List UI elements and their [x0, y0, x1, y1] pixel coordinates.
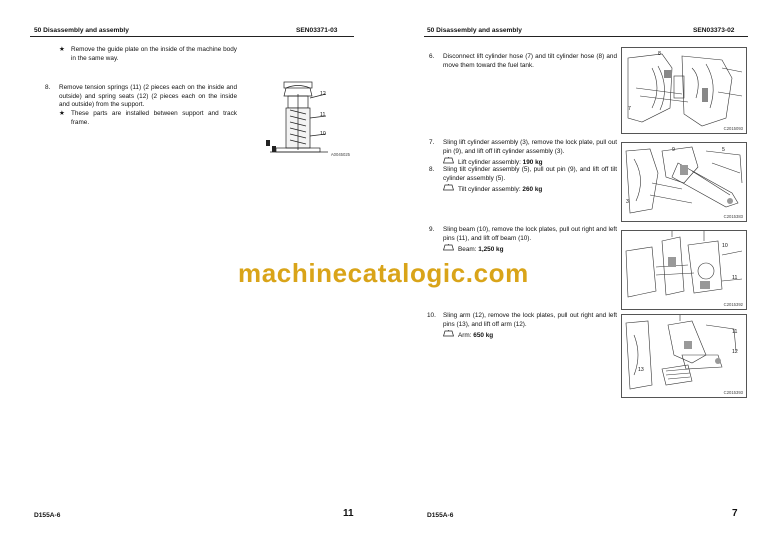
- weight-icon: [443, 330, 454, 341]
- left-header-section: 50 Disassembly and assembly: [34, 27, 129, 34]
- figure-code: A0045025: [330, 152, 350, 157]
- callout-13: 13: [638, 367, 644, 373]
- hose-figure: [621, 47, 747, 134]
- star-icon: ★: [59, 46, 65, 53]
- step10-weight-label: Arm:: [458, 331, 472, 339]
- callout-7: 7: [628, 106, 631, 112]
- arm-figure: [621, 314, 747, 398]
- step9-weight-label: Beam:: [458, 245, 477, 253]
- step10-weight-value: 650 kg: [473, 331, 494, 339]
- callout-10: 10: [320, 131, 326, 137]
- step10-number: 10.: [427, 312, 436, 319]
- right-header-section: 50 Disassembly and assembly: [427, 27, 522, 34]
- step9-weight-value: 1,250 kg: [478, 245, 504, 253]
- left-header-rule: [30, 36, 354, 37]
- step9-weight: [443, 244, 504, 255]
- step8-number: 8.: [45, 84, 51, 91]
- step7-text: Sling lift cylinder assembly (3), remove the lock plate, pull out pin (9), and lift off lift cylinder assembly (3).: [443, 139, 617, 155]
- cylinder-figure: [621, 142, 747, 222]
- right-header-rule: [424, 36, 748, 37]
- callout-11r: 11: [732, 275, 738, 281]
- step6-text: Disconnect lift cylinder hose (7) and tilt cylinder hose (8) and move them toward the fuel tank.: [443, 53, 617, 69]
- left-header-code: SEN03371-03: [296, 27, 338, 34]
- step8-text: Remove tension springs (11) (2 pieces each on the inside and outside) and spring seats (12) (2 pieces each on the inside and outside) from the support.: [59, 84, 237, 109]
- weight-icon: [443, 244, 454, 255]
- figure-code: C2015392: [723, 302, 743, 307]
- left-page-number: 11: [343, 508, 354, 519]
- callout-11b: 11: [732, 329, 738, 335]
- callout-9: 9: [672, 147, 675, 153]
- callout-10r: 10: [722, 243, 728, 249]
- step8r-weight-value: 260 kg: [522, 185, 543, 193]
- callout-5: 5: [722, 147, 725, 153]
- step10-text: Sling arm (12), remove the lock plates, pull out right and left pins (13), and lift off arm (12).: [443, 312, 617, 328]
- step8r-number: 8.: [429, 166, 435, 173]
- step8-note: These parts are installed between support and track frame.: [71, 110, 237, 126]
- step7-weight-label: Lift cylinder assembly:: [458, 158, 521, 166]
- step7-weight-value: 190 kg: [522, 158, 543, 166]
- watermark: machinecatalogic.com: [238, 258, 529, 288]
- right-header-code: SEN03373-02: [693, 27, 735, 34]
- step8r-weight: [443, 184, 542, 195]
- callout-11: 11: [320, 112, 326, 118]
- left-note: Remove the guide plate on the inside of the machine body in the same way.: [71, 46, 237, 62]
- figure-code: C2015393: [723, 390, 743, 395]
- right-page-number: 7: [732, 508, 738, 519]
- callout-12: 12: [320, 91, 326, 97]
- callout-8: 8: [658, 51, 661, 57]
- tension-spring-figure: [246, 80, 354, 158]
- figure-code: C2015093: [723, 126, 743, 131]
- callout-12b: 12: [732, 349, 738, 355]
- step10-weight: [443, 330, 493, 341]
- star-icon: ★: [59, 110, 65, 117]
- callout-3: 3: [626, 199, 629, 205]
- step8r-weight-label: Tilt cylinder assembly:: [458, 185, 521, 193]
- step8r-text: Sling tilt cylinder assembly (5), pull out pin (9), and lift off tilt cylinder assembly (5).: [443, 166, 617, 182]
- step9-number: 9.: [429, 226, 435, 233]
- right-footer-model: D155A-6: [427, 512, 454, 519]
- step6-number: 6.: [429, 53, 435, 60]
- figure-code: C2015383: [723, 214, 743, 219]
- step9-text: Sling beam (10), remove the lock plates, pull out right and left pins (11), and lift off beam (10).: [443, 226, 617, 242]
- left-footer-model: D155A-6: [34, 512, 61, 519]
- step7-number: 7.: [429, 139, 435, 146]
- weight-icon: [443, 184, 454, 195]
- beam-figure: [621, 230, 747, 310]
